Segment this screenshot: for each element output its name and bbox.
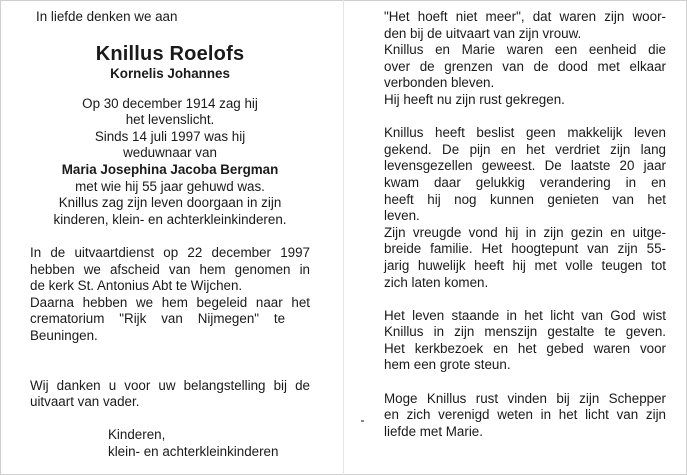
p2-line-6: leven. xyxy=(384,208,420,224)
widowed-line-2: weduwnaar van xyxy=(123,145,217,161)
spouse-name: Maria Josephina Jacoba Bergman xyxy=(61,161,279,177)
funeral-line-5: crematorium "Rijk van Nijmegen" te xyxy=(30,311,286,327)
p2-line-4: kwam daar gelukkig verandering in en xyxy=(384,174,666,190)
thanks-line-2: uitvaart van vader. xyxy=(30,394,140,410)
p2-line-3: levensgezellen geweest. De laatste 20 jaar xyxy=(384,158,666,174)
print-speck xyxy=(361,420,364,422)
marriage-line-2: Knillus zag zijn leven doorgaan in zijn xyxy=(58,195,282,211)
p3-line-3: Het kerkbezoek en het gebed waren voor xyxy=(384,340,666,356)
marriage-line-1: met wie hij 55 jaar gehuwd was. xyxy=(75,178,265,194)
birth-line-1: Op 30 december 1914 zag hij xyxy=(82,95,258,111)
p1-line-3: Knillus en Marie waren een eenheid die xyxy=(384,42,666,58)
p2-line-2: gekend. De pijn en het verdriet zijn lang xyxy=(384,141,666,157)
p2-line-8: breide familie. Het hoogtepunt van zijn 55- xyxy=(384,241,666,257)
right-page xyxy=(384,9,666,440)
p2-line-10: zich laten komen. xyxy=(384,274,489,290)
thanks-line-1: Wij danken u voor uw belangstelling bij de xyxy=(30,377,310,393)
deceased-full-name: Kornelis Johannes xyxy=(110,65,230,81)
deceased-name: Knillus Roelofs xyxy=(95,42,245,65)
p1-line-1: "Het hoeft niet meer", dat waren zijn woor- xyxy=(384,9,666,24)
funeral-line-6: Beuningen. xyxy=(30,327,98,343)
p2-line-1: Knillus heeft beslist geen makkelijk leven xyxy=(384,125,666,141)
p2-line-7: Zijn vreugde vond hij in zijn gezin en uitge- xyxy=(384,224,666,240)
p4-line-1: Moge Knillus rust vinden bij zijn Schepper xyxy=(384,390,666,406)
funeral-line-2: hebben we afscheid van hem genomen in xyxy=(30,261,310,277)
p3-line-4: hem een grote steun. xyxy=(384,357,511,373)
p2-line-9: jarig huwelijk heeft hij met volle teugen tot xyxy=(384,257,666,273)
marriage-line-3: kinderen, klein- en achterkleinkinderen. xyxy=(53,211,287,227)
funeral-line-3: de kerk St. Antonius Abt te Wijchen. xyxy=(30,278,243,294)
p3-line-2: Knillus in zijn menszijn gestalte te geven. xyxy=(384,324,666,340)
p2-line-5: heeft hij nog kunnen genieten van het xyxy=(384,191,666,207)
left-page xyxy=(30,9,310,461)
p1-line-2: den bij de uitvaart van zijn vrouw. xyxy=(384,25,582,41)
p1-line-5: verbonden bleven. xyxy=(384,75,495,91)
funeral-line-1: In de uitvaartdienst op 22 december 1997 xyxy=(30,244,310,260)
intro-text: In liefde denken we aan xyxy=(36,9,178,24)
p4-line-3: liefde met Marie. xyxy=(384,423,483,439)
signature-line-2: klein- en achterkleinkinderen xyxy=(108,444,279,460)
card-fold-line xyxy=(343,0,344,475)
funeral-line-4: Daarna hebben we hem begeleid naar het xyxy=(30,294,310,310)
p4-line-2: en zich verenigd weten in het licht van zijn xyxy=(384,407,666,423)
p1-line-4: over de grenzen van de dood met elkaar xyxy=(384,58,666,74)
p1-line-6: Hij heeft nu zijn rust gekregen. xyxy=(384,91,565,107)
birth-line-2: het levenslicht. xyxy=(125,112,215,128)
signature-line-1: Kinderen, xyxy=(108,427,166,443)
widowed-line-1: Sinds 14 juli 1997 was hij xyxy=(94,128,246,144)
p3-line-1: Het leven staande in het licht van God wist xyxy=(384,307,666,323)
